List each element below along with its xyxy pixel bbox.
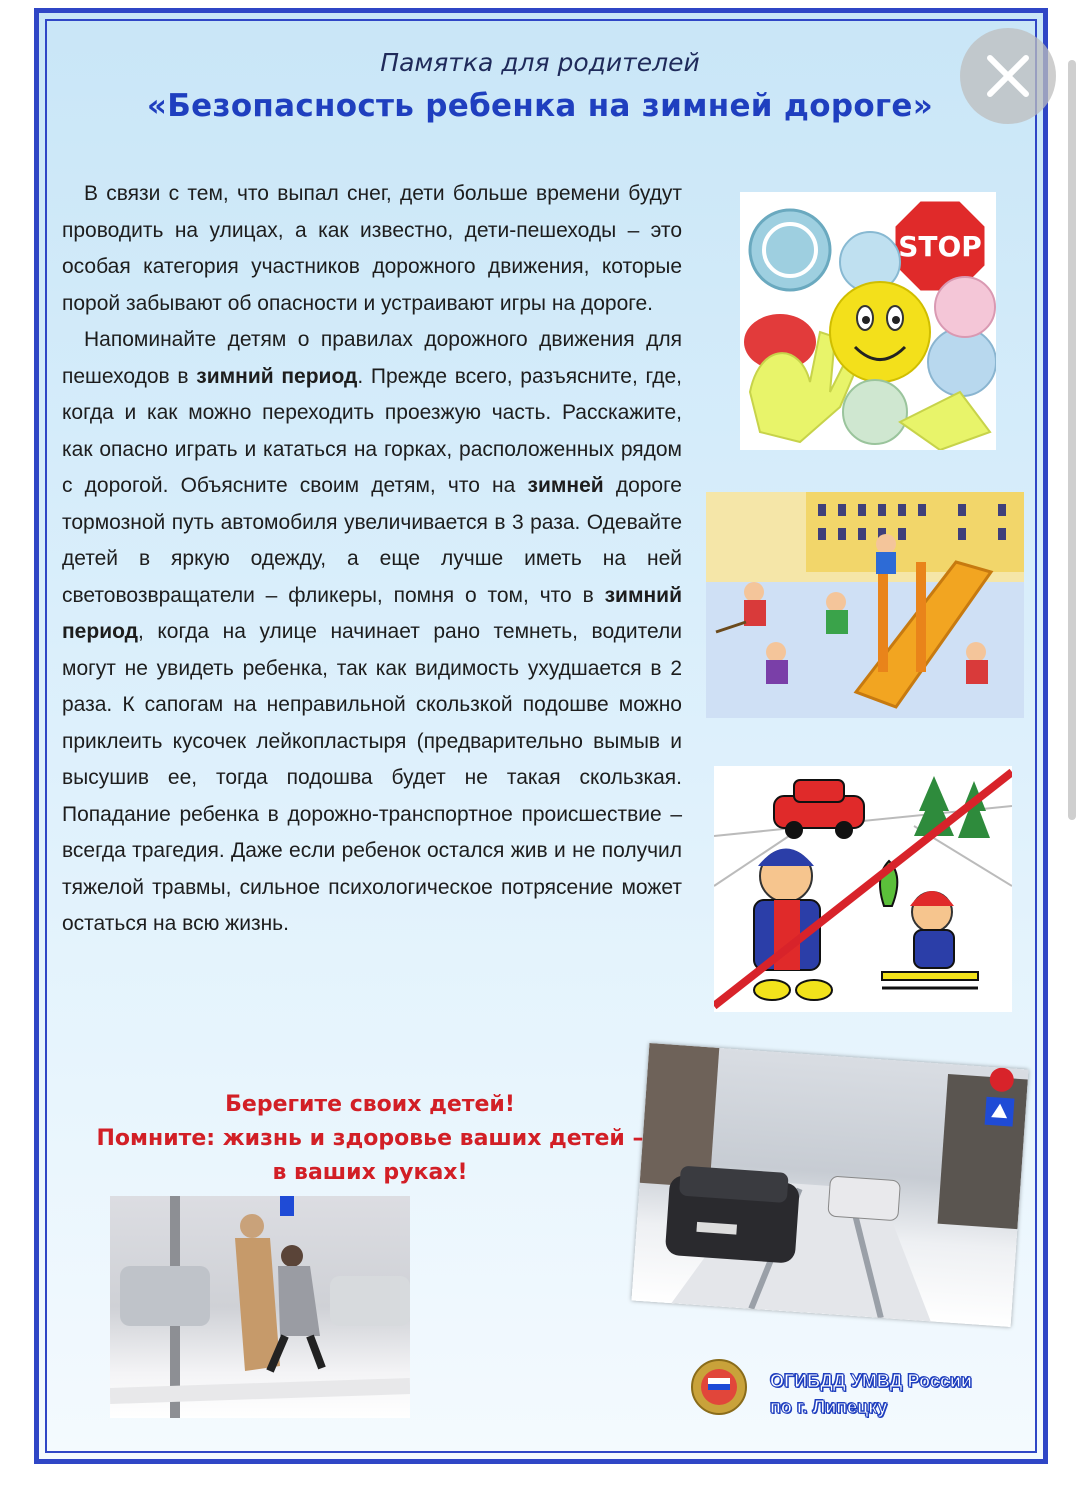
body-text-span: . Прежде всего, разъясните, где, когда и как можно переходить проезжую часть. Расскажите, как опасно играть и кататься на горках, расположенных рядом с дорогой. Объясните своим детям, что на <box>62 364 682 497</box>
reflectors-illustration <box>740 192 996 450</box>
body-text-span: дороге тормозной путь автомобиля увеличивается в 3 раза. Одевайте детей в яркую одежду, а еще лучше иметь на ней световозвращатели – фликеры, помня о том, что в <box>62 474 682 607</box>
appeal-line-3: в ваших руках! <box>272 1160 468 1185</box>
bold-winter-period: зимний период <box>196 364 358 388</box>
organization-line-2: по г. Липецку <box>770 1397 888 1417</box>
appeal-line-1: Берегите своих детей! <box>225 1092 515 1117</box>
unsafe-sledding-illustration <box>714 766 1012 1012</box>
traffic-police-emblem-icon <box>690 1358 748 1416</box>
snowy-road-car-photo <box>631 1043 1028 1327</box>
stop-sign-text: STOP <box>898 230 982 263</box>
close-icon <box>960 28 1056 124</box>
scrollbar[interactable] <box>1068 60 1076 820</box>
close-button[interactable] <box>960 28 1056 124</box>
appeal-text <box>80 1088 660 1190</box>
bold-winter-period: зимний период <box>62 583 682 643</box>
body-text-span: Напоминайте детям о правилах дорожного движения для пешеходов в <box>62 328 682 388</box>
body-paragraph-1: В связи с тем, что выпал снег, дети больше времени будут проводить на улицах, а как известно, дети-пешеходы – это особая категория участников дорожного движения, которые порой забывают об опасности и устраивают игры на дороге. <box>62 182 682 315</box>
body-text-span: , когда на улице начинает рано темнеть, водители могут не увидеть ребенка, так как видимость ухудшается в 2 раза. К сапогам на неправильной скользкой подошве можно приклеить кусочек лейкопластыря (предварительно вымыв и высушив ее, тогда подошва будет не такая скользкая. Попадание ребенка в дорожно-транспортное происшествие – всегда трагедия. Даже если ребенок остался жив и не получил тяжелой травмы, сильное психологическое потрясение может остаться на всю жизнь. <box>62 620 682 935</box>
bold-winter: зимней <box>527 474 604 497</box>
adult-child-crossing-photo <box>110 1196 410 1418</box>
body-paragraph-2 <box>62 322 682 943</box>
appeal-line-2: Помните: жизнь и здоровье ваших детей – <box>96 1126 644 1151</box>
organization-line-1: ОГИБДД УМВД России <box>770 1371 972 1391</box>
children-playing-illustration <box>706 492 1024 718</box>
memo-subtitle: Памятка для родителей <box>380 48 700 77</box>
organization-name <box>770 1368 972 1420</box>
memo-title: «Безопасность ребенка на зимней дороге» <box>146 88 934 124</box>
memo-body <box>62 176 682 943</box>
